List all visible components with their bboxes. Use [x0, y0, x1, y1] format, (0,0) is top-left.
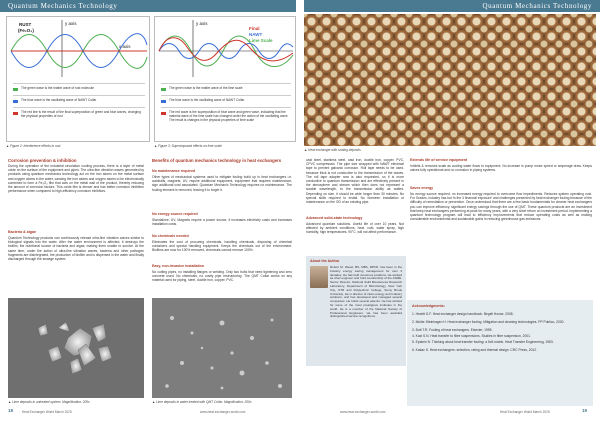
col2-para1: Other types of mechanical systems used to mitigate fouling build up in heat exchangers i.e. autoballs, magnets, UV, require additional equipment, equipment that requires maintenance, sign additional cost associated. Quantum Mechanic Technology requires no maintenance. The fouling element is removed, leaving it to forget it. [152, 175, 292, 192]
header-bar-left [0, 0, 296, 12]
acknowledgments-title: Acknowledgments: [412, 304, 445, 308]
col2-para4: No cutting pipes, no installing flanges or welding. Only two bolts that need tightening and zero concrete used. No chemicals, no costly pipe restructuring. The QMT Collar works on any material used for piping, steel, ductile iron, copper, PVC. [152, 270, 292, 283]
lime-deposits-untreated-photo [8, 298, 144, 398]
heat-exchanger-photo [304, 14, 596, 146]
acknowledgments-box [407, 300, 593, 406]
col2-sub3: No chemicals needed [152, 234, 189, 238]
footer-left-publication: Heat Exchanger World March 2025 [22, 410, 72, 414]
figure-2-legend-red [13, 111, 143, 119]
col4-para2: No energy source required, no increased energy required to overcome flow impediments. Reduces system operating cost. For Grades, industry has but 'is the 3 financial exposure' and challenges presented by heat exchanger fouling because of the difficulty of remediation or prevention. Once understood that there are a few basic fundamentals for cleaner heat exchangers you can improve efficiency, significant energy savings through the use of QMT. These quantum products are an investment that keep heat exchangers performing at peak for many years, with a very short return on investment period. Implementing a quantum technology program will lead to efficiency improvements that reduce operating costs as well as making considerable environmental and sustainable gains in reducing greenhouse gas emissions. [410, 192, 592, 222]
col3-para2: Advanced quantum solutions. Useful life of over 10 years. Not affected by ambient conditions, heat, cold, water spray, high humidity, high temperatures. 90°C, will not affect performance. [306, 222, 404, 235]
figure-3-legend-blue-text: The blue wave is the oscillating wave of NAWT Collar [169, 98, 245, 102]
lime-deposits-treated-image [152, 298, 292, 398]
figure-2-legend-green [13, 87, 143, 91]
figure-3-legend-green-text: The green wave is the matter wave of the lime scale [169, 86, 243, 90]
figure-3-legend-blue [161, 99, 289, 103]
lime-deposits-treated-photo [152, 298, 292, 398]
figure-2-rust-formula: (Fe₂O₃) [18, 28, 34, 33]
col1-subheading: Bacteria & algae [8, 230, 36, 234]
footer-center-url: www.heat-exchanger-world.com [200, 410, 246, 414]
footer-left-page-number: 18 [8, 408, 14, 413]
ack-item: 3. Bott T.R. Fouling of heat exchangers. Elsevier, 1995. [412, 328, 493, 332]
ack-item: 2. Muller-Steinhagen H. Heat exchanger fouling. Mitigation and cleaning technologies. PP Publico, 2000. [412, 320, 565, 324]
col3-sub1: Advanced solid-state technology [306, 216, 363, 220]
ack-item: 4. Kazi S.N. Heat transfer to fibre suspensions. Studies in fibre suspension, 2001. [412, 334, 531, 338]
figure-2-caption: ▲ Figure 2: Interference effects in rust [6, 144, 61, 148]
col2-sub4: Easy, non-invasive installation [152, 264, 205, 268]
figure-2-legend-blue [13, 99, 143, 103]
col4-para1: Inhibits & removes scale as cooling water flows to equipment. No increase in pump motor speed or amperage draw. Keeps valves fully operational and no corrosion in piping systems. [410, 164, 592, 173]
col2-heading: Benefits of quantum mechanics technology in heat exchangers [152, 158, 282, 163]
heat-exchanger-photo-caption: ▲ Heat exchanger with scaling deposits [304, 148, 361, 152]
figure-2-x-axis-label: x axis [119, 44, 131, 49]
figure-2-legend-red-swatch [13, 112, 18, 115]
ack-item: 6. Kakac S. Heat exchangers: selection, rating and thermal design. CRC Press, 2012. [412, 348, 537, 352]
figure-2-legend-red-text: The red line is the result of the final superposition of green and blue waves, changing the physical properties of rust [21, 110, 141, 118]
about-author-title: About the Author [310, 259, 340, 263]
figure-3-legend-red-text: The red wave is the superposition of blue wave and green wave, indicating that the material wave of the lime scale has changed under the action of the oscillating wave. The result is changes in the physical properties of lime scale [169, 110, 289, 122]
figure-3-legend-red-swatch [161, 112, 166, 115]
about-author-box [306, 256, 406, 366]
col2-caption: ▲ Lime deposits in water treated with QMT Collar. Magnification: 200x [152, 400, 252, 404]
col2-para3: Eliminates the cost of procuring chemicals, handling chemicals, disposing of chemical containers and special handling equipment. Keeps the chemicals out of the environment. Biofilms are now for 100% removed, chemicals cannot remove 100%. [152, 240, 292, 253]
figure-3-legend-red [161, 111, 289, 122]
figure-2-legend-green-text: The green wave is the matter wave of rust molecule [21, 86, 94, 90]
figure-2-legend-blue-text: The blue wave is the oscillating wave of NAWT Collar [21, 98, 97, 102]
figure-3-nawt-label: NAWT [249, 32, 263, 37]
header-bar-right [304, 0, 600, 12]
col2-para2: Standalone. UV, Magnets require a power source, it increases electricity costs and increases installation costs. [152, 218, 292, 227]
figure-3-chart [155, 17, 297, 81]
figure-3-y-axis-label: y axis [196, 21, 208, 26]
ack-item: 5. Epstein N. Thinking about heat transfer fouling: a 5x5 matrix. Heat Transfer Engineering, 1983. [412, 340, 554, 344]
col4-sub2: Saves energy [410, 186, 434, 190]
figure-3-caption: ▲ Figure 3: Superimposed effects on lime scale [154, 144, 222, 148]
about-author-text: Robert M. Wesel, BS, MBA, MPhD, has been in the industry energy saving management for over 3 decades. He has held numerous positions. He worked as chief engineer and hold membership of the ASME. Senior Director, National Solid Biosciences Research Laboratory, Department of Microbiology, New York City, OTR and Polytechnic College, Stony Brook University. He is director of clean energy and industry solutions, and has developed and managed several companies. He holds several patents. He has worked for some of the most prestigious institutes in the world. He is a member of the National Society of Professional Engineers. He has been awarded distinguished service recognitions. [330, 266, 402, 319]
col2-sub1: No maintenance required [152, 169, 196, 173]
figure-2-legend-blue-swatch [13, 100, 18, 103]
col2-sub2: No energy source required [152, 212, 198, 216]
footer-right-publication: Heat Exchanger World March 2025 [500, 410, 550, 414]
header-title-left: Quantum Mechanics Technology [8, 2, 118, 10]
figure-2-y-axis-label: y axis [65, 21, 77, 26]
col4-sub1: Extends life of service equipment [410, 158, 468, 162]
col1-caption: ▲ Lime deposits in untreated system. Magnification: 200x [8, 400, 90, 404]
figure-3-final-label: Final [249, 26, 260, 31]
figure-3-box [154, 16, 296, 142]
col3-para1: cast steel, stainless steel, cast iron, ductile iron, copper, PVC, CPVC compressed. The pipe size wrapped with NAWT electrical tape to prevent galvanic corrosion. Roll tape needs to be used, because thick is not conductive to the transmission of the waves. The roll tape adapter now is also requested, so it is more conductive to quantum transmission and are effectively present in the atmosphere and stream which then does not represent a sizable wavelength, to the transmission ability as walled. Depending on size, it should be wide longer than 30 minutes. No special skills required to install. No foreseen installation or maintenance on the OD of an existing pipe. [306, 158, 404, 205]
author-photo [310, 266, 328, 288]
ack-item: 1. Hewitt G.F. Heat exchanger design handbook. Begell House, 2008. [412, 312, 514, 316]
footer-right-url: www.heat-exchanger-world.com [340, 410, 386, 414]
figure-3-legend-green-swatch [161, 88, 166, 91]
footer-right-page-number: 19 [582, 408, 588, 413]
figure-2-legend-green-swatch [13, 88, 18, 91]
col1-heading: Corrosion prevention & inhibition [8, 158, 77, 163]
col1-para2: Quantum Technology products can continuously release ultra-fine vibration waves similar to biological signals into the water. After the water environment is affected, it destroys the biofilm, the nutritional source of bacteria and algae, making them unable to survive. At the same time, under the action of ultra-fine vibration waves, bacteria and other pathogen fragments are disintegrated, the production of biofilm and is dispersed in the water and finally discharged through the sewage system. [8, 236, 144, 262]
lime-deposits-untreated-image [8, 298, 144, 398]
figure-3-legend-green [161, 87, 289, 91]
figure-3-limescale-label: Lime Scale [249, 38, 273, 43]
col1-para1: During the operation of the industrial circulation cooling process, there is a layer of metal oxide on the surface of the equipment and pipes. The ultra-fine vibration waves generated by products using quantum mechanics technology act on the iron atoms on the metal surface and oxygen atoms in the water, causing the iron atoms and oxygen atoms to be electronically combined to form a Fe₃O₄ film that acts on the metal wall of the product, thereby reducing the amount of corrosion factors. This oxide film is denser and has better corrosion inhibition performance when compared to high-efficiency corrosion inhibitors. [8, 164, 144, 194]
figure-2-rust-label: RUST [19, 22, 32, 27]
figure-3-legend-blue-swatch [161, 100, 166, 103]
figure-2-box [6, 16, 150, 142]
header-title-right: Quantum Mechanics Technology [482, 2, 592, 10]
